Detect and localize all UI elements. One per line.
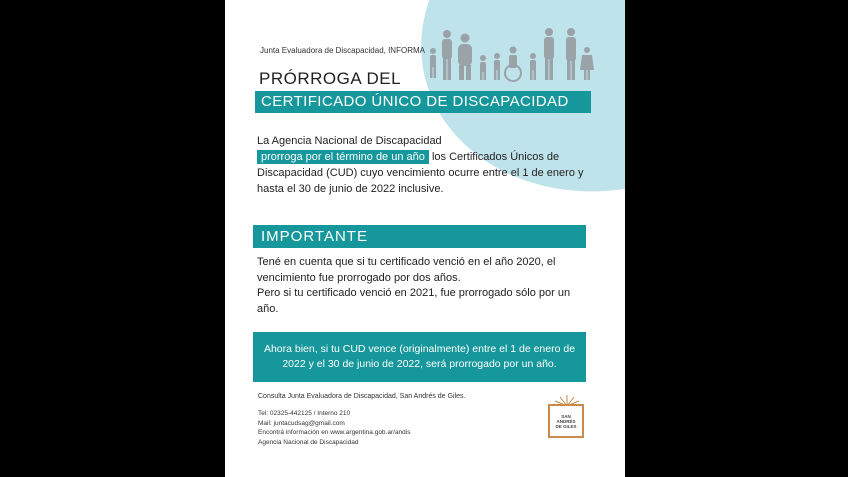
footer-agency: Agencia Nacional de Discapacidad — [258, 438, 359, 446]
municipality-logo — [544, 393, 590, 455]
logo-line2: ANDRÉS — [556, 419, 576, 424]
title-line1: PRÓRROGA DEL — [259, 69, 402, 88]
logo-frame — [548, 404, 584, 438]
logo-line1: SAN — [561, 414, 571, 419]
title-line2: CERTIFICADO ÚNICO DE DISCAPACIDAD — [255, 91, 591, 113]
intro-paragraph — [257, 133, 592, 197]
footer-consulta: Consulta Junta Evaluadora de Discapacidad, San Andrés de Giles. — [258, 393, 466, 400]
importante-heading: IMPORTANTE — [253, 225, 586, 248]
importante-p1: Tené en cuenta que si tu certificado venció en el año 2020, el vencimiento fue prorrogado por dos años. — [257, 256, 556, 284]
footer-mail: Mail: juntacudsag@gmail.com — [258, 419, 345, 427]
people-silhouettes-icon — [425, 26, 595, 84]
logo-line3: DE GILES — [555, 424, 577, 429]
footer-tel: Tel: 02325-442125 / Interno 210 — [258, 410, 351, 417]
importante-text — [257, 255, 589, 317]
intro-part2: los Certificados Únicos de Discapacidad (CUD) cuyo vencimiento ocurre entre el 1 de enero y hasta el 30 de junio de 2022 inclusive. — [257, 151, 584, 195]
intro-part1: La Agencia Nacional de Discapacidad — [257, 135, 442, 147]
header-org: Junta Evaluadora de Discapacidad, INFORMA — [260, 46, 425, 55]
notice-box — [253, 332, 586, 382]
intro-highlight: prorroga por el término de un año — [257, 150, 429, 164]
footer-web: Encontrá información en www.argentina.gob.ar/andis — [258, 429, 411, 436]
importante-p2: Pero si tu certificado venció en 2021, fue prorrogado sólo por un año. — [257, 287, 571, 315]
notice-text: Ahora bien, si tu CUD vence (originalmente) entre el 1 de enero de 2022 y el 30 de junio de 2022, será prorrogado por un año. — [263, 343, 576, 370]
footer-contact — [258, 409, 410, 447]
